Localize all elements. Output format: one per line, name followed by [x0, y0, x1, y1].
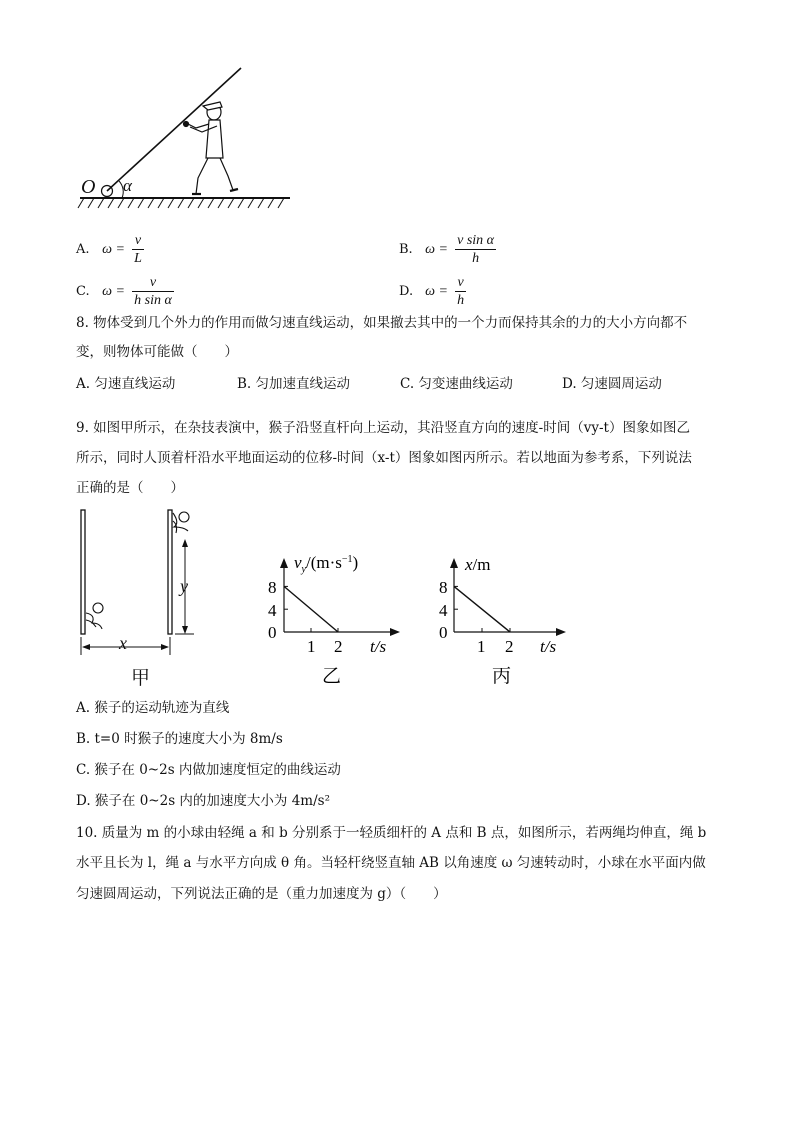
fraction: $\frac{v}{\text{h sin α}}$ — [134, 275, 172, 308]
origin-label: O — [81, 176, 96, 198]
x-axis-label: t/s — [540, 637, 557, 656]
q7-option-b[interactable] — [399, 232, 499, 267]
y-axis-label: $v_y/(m\cdot s^{-1})$ — [294, 553, 359, 575]
monkey-top — [173, 512, 189, 533]
x-axis-arrow — [390, 628, 400, 636]
fig-jia-y-label: y — [180, 576, 188, 596]
option-lhs: ω = — [425, 242, 448, 257]
y-tick-label: 4 — [439, 601, 448, 620]
y-arrow-head-top — [182, 539, 188, 547]
y-axis-label: x/m — [465, 555, 491, 574]
q8-option-b[interactable]: B. 匀加速直线运动 — [237, 376, 351, 392]
q7-option-d[interactable] — [399, 274, 469, 309]
x-tick-label: 2 — [334, 637, 343, 656]
chart-yi — [264, 546, 414, 692]
option-lhs: ω = — [102, 284, 125, 299]
q9-option-b[interactable]: B. t=0 时猴子的速度大小为 8m/s — [76, 731, 283, 747]
y-tick-label: 8 — [268, 578, 277, 597]
chart-bing — [436, 546, 586, 692]
fig-jia-caption: 甲 — [131, 667, 151, 689]
y-arrow-head-bottom — [182, 626, 188, 634]
option-letter: A. — [76, 242, 90, 257]
option-lhs: ω = — [425, 284, 448, 299]
ground-hatching — [78, 198, 284, 208]
option-letter: D. — [399, 284, 414, 299]
q9-option-d[interactable]: D. 猴子在 0~2s 内的加速度大小为 4m/s² — [76, 793, 330, 809]
q10-line2: 水平且长为 l，绳 a 与水平方向成 θ 角。当轻杆绕竖直轴 AB 以角速度 ω 匀速转动时，小球在水平面内做 — [76, 855, 706, 871]
option-letter: B. — [399, 242, 413, 257]
y-axis-arrow — [450, 558, 458, 568]
y-tick-label: 4 — [268, 601, 277, 620]
fig-jia-x-label: x — [119, 633, 127, 653]
x-tick-label: 1 — [307, 637, 316, 656]
option-letter: C. — [76, 284, 90, 299]
fraction: $\frac{\text{v sin α}}{h}$ — [457, 233, 495, 266]
pole-left — [81, 510, 85, 634]
x-axis-arrow — [556, 628, 566, 636]
chart-caption: 乙 — [322, 666, 342, 687]
y-tick-label: 0 — [439, 623, 448, 642]
x-tick-label: 1 — [477, 637, 486, 656]
y-tick-label: 8 — [439, 578, 448, 597]
q10-line1: 10. 质量为 m 的小球由轻绳 a 和 b 分别系于一轻质细杆的 A 点和 B 点，如图所示，若两绳均伸直，绳 b — [76, 825, 707, 841]
monkey-bottom — [86, 603, 103, 629]
y-tick-label: 0 — [268, 623, 277, 642]
q8-line2: 变，则物体可能做（ ） — [76, 344, 238, 360]
y-axis-arrow — [280, 558, 288, 568]
q8-option-c[interactable]: C. 匀变速曲线运动 — [400, 376, 513, 392]
x-arrow-head-right — [161, 644, 169, 650]
q7-option-c[interactable] — [76, 274, 177, 309]
x-arrow-head-left — [82, 644, 90, 650]
x-axis-label: t/s — [370, 637, 387, 656]
q7-option-a[interactable] — [76, 232, 147, 267]
fraction: $\frac{v}{L}$ — [134, 233, 142, 266]
fraction: $\frac{v}{h}$ — [457, 275, 465, 308]
angle-label: α — [123, 176, 132, 195]
q8-option-a[interactable]: A. 匀速直线运动 — [76, 376, 176, 392]
q8-option-d[interactable]: D. 匀速圆周运动 — [562, 376, 662, 392]
series-line — [454, 586, 510, 632]
person-figure — [184, 102, 239, 194]
pole-right — [168, 510, 172, 634]
chart-caption: 丙 — [492, 666, 512, 687]
series-line — [284, 586, 338, 632]
option-lhs: ω = — [102, 242, 125, 257]
q10-line3: 匀速圆周运动，下列说法正确的是（重力加速度为 g）（ ） — [76, 886, 447, 902]
q8-line1: 8. 物体受到几个外力的作用而做匀速直线运动，如果撤去其中的一个力而保持其余的力的大小方向都不 — [76, 315, 688, 331]
q9-line2: 所示，同时人顶着杆沿水平地面运动的位移-时间（x-t）图象如图丙所示。若以地面为参考系，下列说法 — [76, 450, 692, 466]
q7-figure — [70, 62, 300, 214]
q9-option-a[interactable]: A. 猴子的运动轨迹为直线 — [76, 700, 230, 716]
q9-option-c[interactable]: C. 猴子在 0~2s 内做加速度恒定的曲线运动 — [76, 762, 341, 778]
x-tick-label: 2 — [505, 637, 514, 656]
q9-line1: 9. 如图甲所示，在杂技表演中，猴子沿竖直杆向上运动，其沿竖直方向的速度-时间（vy-t）图象如图乙 — [76, 420, 690, 436]
q9-line3: 正确的是（ ） — [76, 480, 184, 496]
